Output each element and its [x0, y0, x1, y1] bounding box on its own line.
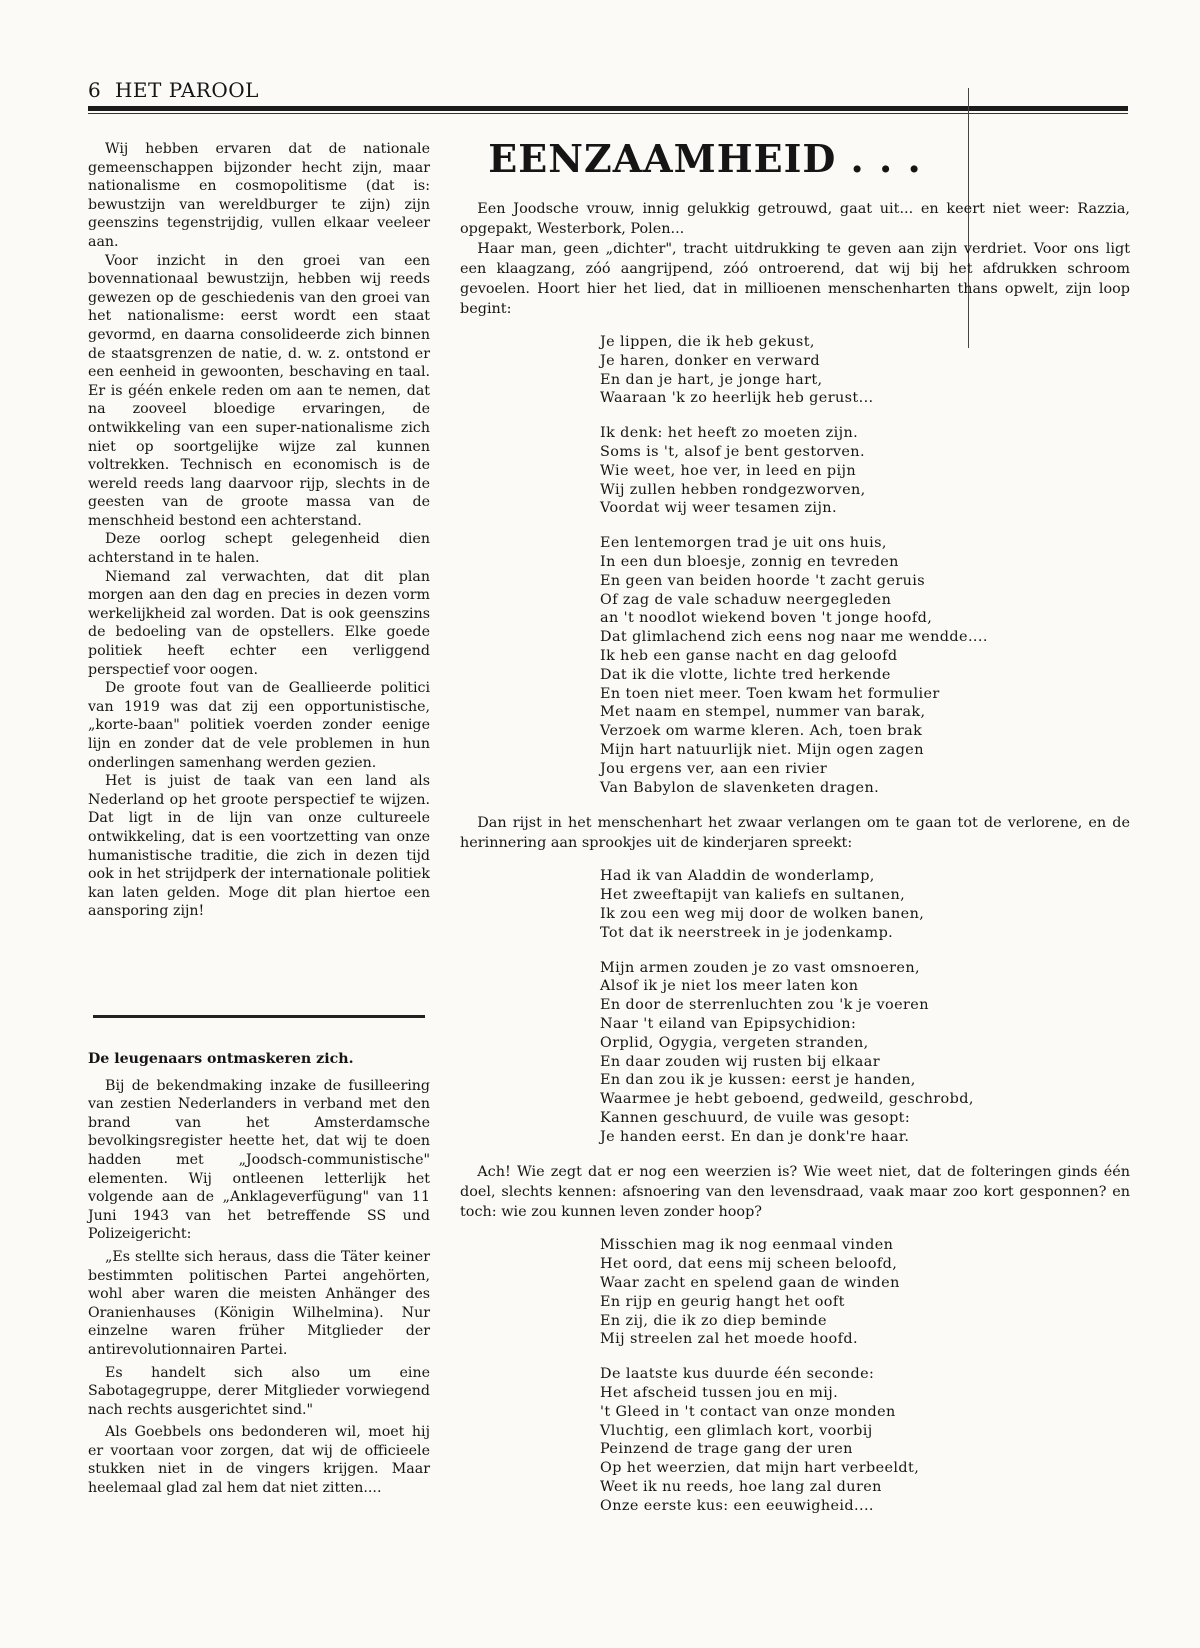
lower-paragraph: Es handelt sich also um eine Sabotagegruppe, derer Mitglieder vorwiegend nach rechts ausgerichtet sind."	[88, 1364, 430, 1418]
poem-line: Ik heb een ganse nacht en dag geloofd	[600, 647, 898, 664]
article-intro	[460, 199, 1130, 319]
poem-stanza	[600, 1236, 1130, 1349]
poem-line: Peinzend de trage gang der uren	[600, 1441, 853, 1458]
poem-line: Voordat wij weer tesamen zijn.	[600, 500, 837, 517]
intro-paragraph: Haar man, geen „dichter", tracht uitdrukking te geven aan zijn verdriet. Voor ons ligt een klaagzang, zóó aangrijpend, zóó ontroerend, dat wij bij het afdrukken schroom gevoelen. Hoort hier het lied, dat in millioenen menschenharten thans opwelt, zijn loop begint:	[460, 241, 1130, 317]
poem-line: Waar zacht en spelend gaan de winden	[600, 1275, 900, 1292]
poem-stanza	[600, 534, 1130, 797]
poem-line: Dat glimlachend zich eens nog naar me wendde....	[600, 629, 988, 646]
poem-line: Kannen geschuurd, de vuile was gesopt:	[600, 1109, 911, 1126]
lower-paragraph: Als Goebbels ons bedonderen wil, moet hij er voortaan voor zorgen, dat wij de officieele stukken niet in de vingers krijgen. Maar heelemaal glad zal hem dat niet zitten....	[88, 1424, 430, 1497]
publication-name: HET PAROOL	[114, 78, 259, 102]
header-rule-thin	[88, 113, 1128, 114]
column-separator	[93, 1015, 425, 1018]
article-heading: De leugenaars ontmaskeren zich.	[88, 1051, 354, 1067]
poem-line: En door de sterrenluchten zou 'k je voeren	[600, 997, 929, 1014]
prose-paragraph: Dan rijst in het menschenhart het zwaar verlangen om te gaan tot de verlorene, en de herinnering aan sprookjes uit de kinderjaren spreekt:	[460, 815, 1130, 852]
poem-line: Alsof ik je niet los meer laten kon	[600, 978, 859, 995]
poem-line: Het afscheid tussen jou en mij.	[600, 1385, 839, 1402]
poem-line: Mijn armen zouden je zo vast omsnoeren,	[600, 959, 920, 976]
left-paragraph: De groote fout van de Geallieerde politici van 1919 was dat zij een opportunistische, „korte-baan" politiek voerden zonder eenige lijn en zonder dat de vele problemen in hun onderlingen samenhang werden gezien.	[88, 680, 430, 771]
poem-line: Weet ik nu reeds, hoe lang zal duren	[600, 1479, 882, 1496]
left-paragraph: Wij hebben ervaren dat de nationale gemeenschappen bijzonder hecht zijn, maar nationalisme en cosmopolitisme (dat is: bewustzijn van wereldburger te zijn) zijn geenszins tegenstrijdig, vullen elkaar veeleer aan.	[88, 141, 430, 250]
poem-stanza	[600, 959, 1130, 1147]
page-header	[88, 78, 1128, 102]
header-rule	[88, 106, 1128, 111]
poem-stanza	[600, 867, 1130, 942]
poem-line: En dan je hart, je jonge hart,	[600, 371, 823, 388]
prose-bridge-1	[460, 813, 1130, 853]
poem-line: Wij zullen hebben rondgezworven,	[600, 481, 866, 498]
poem-line: Je handen eerst. En dan je donk're haar.	[600, 1128, 910, 1145]
poem-line: Met naam en stempel, nummer van barak,	[600, 704, 926, 721]
poem-line: Tot dat ik neerstreek in je jodenkamp.	[600, 924, 894, 941]
poem-line: Het zweeftapijt van kaliefs en sultanen,	[600, 887, 906, 904]
prose-paragraph: Ach! Wie zegt dat er nog een weerzien is? Wie weet niet, dat de folteringen ginds één doel, slechts kennen: afsnoering van den levensdraad, vaak maar zoo kort gesponnen? en toch: wie zou kunnen leven zonder hoop?	[460, 1164, 1130, 1221]
article-title: EENZAAMHEID . . .	[488, 136, 922, 181]
poem-line: De laatste kus duurde één seconde:	[600, 1366, 875, 1383]
poem-line: En rijp en geurig hangt het ooft	[600, 1293, 845, 1310]
poem-line: Dat ik die vlotte, lichte tred herkende	[600, 666, 891, 683]
poem-line: Onze eerste kus: een eeuwigheid....	[600, 1497, 874, 1514]
poem-line: En daar zouden wij rusten bij elkaar	[600, 1053, 881, 1070]
poem-line: Waarmee je hebt geboend, gedweild, geschrobd,	[600, 1091, 974, 1108]
poem-line: Orplid, Ogygia, vergeten stranden,	[600, 1034, 869, 1051]
poem-stanza	[600, 424, 1130, 518]
left-paragraph: Niemand zal verwachten, dat dit plan morgen aan den dag en precies in dezen vorm werkelijkheid zal worden. Dat is ook geenszins de bedoeling van de opstellers. Elke goede politiek heeft echter een verliggend perspectief voor oogen.	[88, 568, 430, 678]
poem-line: Wie weet, hoe ver, in leed en pijn	[600, 462, 856, 479]
page-number: 6	[88, 78, 102, 102]
poem-line: Soms is 't, alsof je bent gestorven.	[600, 443, 865, 460]
poem-line: an 't noodlot wiekend boven 't jonge hoofd,	[600, 610, 933, 627]
left-paragraph: Het is juist de taak van een land als Nederland op het groote perspectief te wijzen. Dat ligt in de lijn van onze cultureele ontwikkeling, dat is een voortzetting van onze humanistische traditie, die zich in dezen tijd ook in het strijdperk der internationale politiek kan laten gelden. Moge dit plan hiertoe een aansporing zijn!	[88, 773, 430, 920]
lower-left-article	[88, 1050, 430, 1502]
poem-line: Op het weerzien, dat mijn hart verbeeldt,	[600, 1460, 920, 1477]
poem-line: Mij streelen zal het moede hoofd.	[600, 1331, 858, 1348]
poem-line: En zij, die ik zo diep beminde	[600, 1312, 827, 1329]
poem-line: Had ik van Aladdin de wonderlamp,	[600, 868, 875, 885]
poem-line: Ik denk: het heeft zo moeten zijn.	[600, 425, 859, 442]
poem-line: Vluchtig, een glimlach kort, voorbij	[600, 1422, 873, 1439]
poem-stanza	[600, 333, 1130, 408]
poem-line: Je lippen, die ik heb gekust,	[600, 334, 815, 350]
lower-paragraph: Bij de bekendmaking inzake de fusilleering van zestien Nederlanders in verband met den brand van het Amsterdamsche bevolkingsregister heette het, dat wij te doen hadden met „Joodsch-communistische" elementen. Wij ontleenen letterlijk het volgende aan de „Anklageverfügung" van 11 Juni 1943 van het betreffende SS und Polizeigericht:	[88, 1077, 430, 1243]
poem-line: Een lentemorgen trad je uit ons huis,	[600, 535, 887, 552]
poem-line: Je haren, donker en verward	[600, 352, 821, 369]
intro-paragraph: Een Joodsche vrouw, innig gelukkig getrouwd, gaat uit... en keert niet weer: Razzia, opgepakt, Westerbork, Polen...	[460, 201, 1130, 237]
right-article	[460, 136, 1130, 1532]
poem-line: En geen van beiden hoorde 't zacht geruis	[600, 572, 926, 589]
poem-line: Of zag de vale schaduw neergegleden	[600, 591, 892, 608]
poem-stanza	[600, 1365, 1130, 1515]
poem-line: Naar 't eiland van Epipsychidion:	[600, 1015, 857, 1032]
poem-line: Het oord, dat eens mij scheen beloofd,	[600, 1256, 898, 1273]
poem-line: In een dun bloesje, zonnig en tevreden	[600, 553, 899, 570]
left-paragraph: Voor inzicht in den groei van een bovennationaal bewustzijn, hebben wij reeds gewezen op de geschiedenis van den groei van het nationalisme: eerst wordt een staat gevormd, en daarna consolideerde zich binnen de staatsgrenzen de natie, d. w. z. ontstond er een eenheid in gewoonten, beschaving en taal. Er is géén enkele reden om aan te nemen, dat na zooveel bloedige ervaringen, de ontwikkeling van een super-nationalisme zich niet op soortgelijke wijze zal kunnen voltrekken. Technisch en economisch is de wereld reeds lang daarvoor rijp, slechts in de geesten van de groote massa van de menschheid bestond een achterstand.	[88, 252, 430, 529]
poem-line: Mijn hart natuurlijk niet. Mijn ogen zagen	[600, 741, 924, 758]
poem-section-2	[600, 867, 1130, 1146]
poem-line: Ik zou een weg mij door de wolken banen,	[600, 905, 925, 922]
poem-line: Verzoek om warme kleren. Ach, toen brak	[600, 723, 923, 740]
poem-line: Jou ergens ver, aan een rivier	[600, 760, 828, 777]
left-article	[88, 140, 430, 921]
left-paragraph: Deze oorlog schept gelegenheid dien achterstand in te halen.	[88, 531, 430, 567]
poem-line: Waaraan 'k zo heerlijk heb gerust...	[600, 390, 874, 407]
lower-paragraph: „Es stellte sich heraus, dass die Täter keiner bestimmten politischen Partei angehörten, wohl aber waren die meisten Anhänger des Oranienhauses (Königin Wilhelmina). Nur einzelne waren früher Mitglieder der antirevolutionnairen Partei.	[88, 1248, 430, 1358]
poem-line: En dan zou ik je kussen: eerst je handen,	[600, 1072, 916, 1089]
poem-line: Van Babylon de slavenketen dragen.	[600, 779, 880, 796]
poem-line: 't Gleed in 't contact van onze monden	[600, 1403, 896, 1420]
poem-line: Misschien mag ik nog eenmaal vinden	[600, 1237, 894, 1254]
poem-line: En toen niet meer. Toen kwam het formulier	[600, 685, 940, 702]
poem-section-3	[600, 1236, 1130, 1515]
prose-bridge-2	[460, 1162, 1130, 1222]
poem-section-1	[600, 333, 1130, 797]
